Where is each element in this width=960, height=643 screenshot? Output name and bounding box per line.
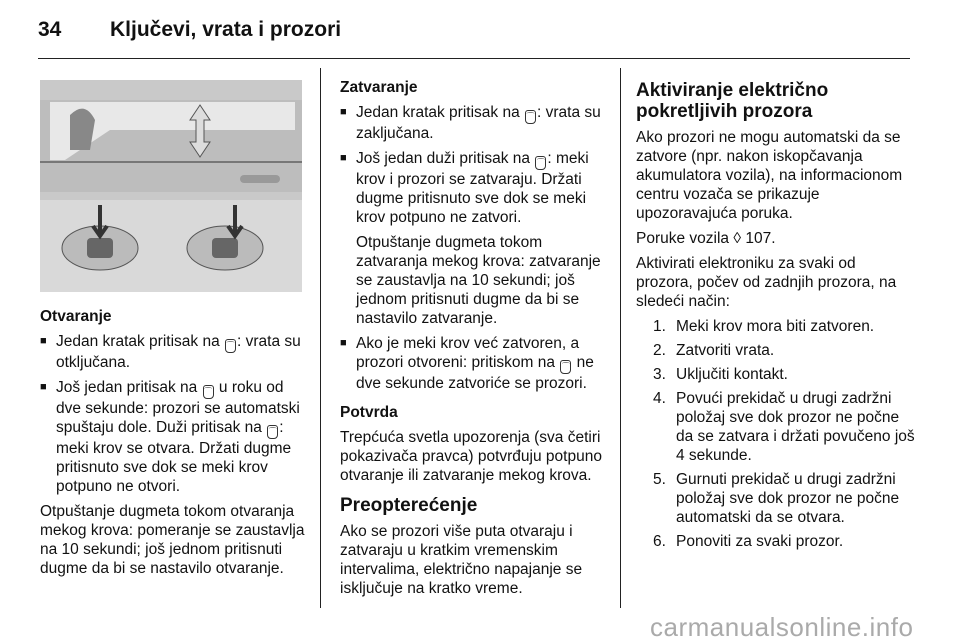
step-item: 1. Meki krov mora biti zatvoren. — [653, 318, 875, 335]
overload-heading: Preopterećenje — [340, 495, 478, 516]
overload-text: Ako se prozori više puta otvaraju i zatvaraju u kratkim vremenskim intervalima, električno napajanje se isključuje na kratko vreme. — [340, 523, 583, 597]
step-item: 6. Ponoviti za svaki prozor. — [653, 533, 844, 550]
confirm-text: Trepćuća svetla upozorenja (sva četiri pokazivača pravca) potvrđuju potpuno otvaranje ili zatvaranje mekog krova. — [340, 429, 602, 484]
door-handle — [240, 175, 280, 183]
step-item: 4. Povući prekidač u drugi zadržni položaj sve dok prozor ne počne da se zatvara i držati povučeno još 4 sekunde. — [653, 390, 915, 464]
page-number: 34 — [38, 18, 62, 41]
close-heading: Zatvaranje — [340, 79, 418, 96]
right-paragraph-1: Ako prozori ne mogu automatski da se zatvore (npr. nakon iskopčavanja akumulatora vozila), na informacionom centru vozača se prikazuje upozoravajuća poruka. — [636, 129, 903, 222]
unlock-key-icon: ⌒ — [203, 385, 214, 399]
confirm-heading: Potvrda — [340, 404, 398, 421]
open-bullet-2: ■ Još jedan pritisak na ⌒ u roku od dve sekunde: prozori se automatski spuštaju dole. Duži pritisak na ⌒ : meki krov se otvara. Držati dugme pritisnuto sve dok se meki krov potpuno ne otvori. — [40, 378, 308, 496]
watermark: carmanualsonline.info — [650, 612, 914, 642]
right-column — [636, 80, 916, 556]
step-item: 5. Gurnuti prekidač u drugi zadržni položaj sve dok prozor ne počne automatski da se otvara. — [653, 471, 900, 526]
close-bullet-2: ■ Još jedan duži pritisak na ⌒ : meki krov i prozori se zatvaraju. Držati dugme pritisnuto sve dok se meki krov potpuno ne zatvori. Otpuštanje dugmeta tokom zatvaranja mekog krova: zatvaranje se zaustavlja na 10 sekundi; još jednom pritisnuti dugme da bi se nastavilo zatvaranje. — [340, 149, 610, 328]
close-bullet-3: ■ Ako je meki krov već zatvoren, a prozori otvoreni: pritiskom na ⌒ ne dve sekunde zatvoriće se prozori. — [340, 334, 610, 393]
lock-key-icon: ⌒ — [535, 156, 546, 170]
column-divider-1 — [320, 68, 321, 608]
right-paragraph-3: Aktivirati elektroniku za svaki od prozora, počev od zadnjih prozora, na sledeći način: — [636, 255, 897, 310]
header-rule — [38, 58, 910, 59]
lock-key-icon: ⌒ — [525, 110, 536, 124]
close-bullets — [340, 103, 610, 393]
unlock-key-icon: ⌒ — [225, 339, 236, 353]
step-item: 2. Zatvoriti vrata. — [653, 342, 775, 359]
close-bullet-1: ■ Jedan kratak pritisak na ⌒ : vrata su zaključana. — [340, 103, 610, 143]
middle-column — [340, 78, 610, 604]
unlock-key-icon: ⌒ — [267, 425, 278, 439]
lock-key-icon: ⌒ — [560, 360, 571, 374]
steps-list — [636, 317, 916, 551]
column-divider-2 — [620, 68, 621, 608]
right-heading: Aktiviranje električno pokretljivih prozora — [636, 80, 829, 122]
right-paragraph-2: Poruke vozila ◊ 107. — [636, 230, 776, 247]
close-bullet-2-note: Otpuštanje dugmeta tokom zatvaranja mekog krova: zatvaranje se zaustavlja na 10 sekundi; još jednom pritisnuti dugme da bi se nastavilo zatvaranje. — [356, 234, 601, 327]
cross-reference-arrow-icon: ◊ — [733, 230, 742, 247]
illustration-car-window-remote — [40, 80, 302, 292]
step-item: 3. Uključiti kontakt. — [653, 366, 788, 383]
open-paragraph: Otpuštanje dugmeta tokom otvaranja mekog krova: pomeranje se zaustavlja na 10 sekundi; još jednom pritisnuti dugme da bi se nastavilo otvaranje. — [40, 503, 305, 577]
open-heading: Otvaranje — [40, 308, 112, 325]
left-column — [40, 307, 308, 584]
illustration-svg — [40, 80, 302, 292]
open-bullet-1: ■ Jedan kratak pritisak na ⌒ : vrata su otključana. — [40, 332, 308, 372]
page-title: Ključevi, vrata i prozori — [110, 18, 342, 41]
open-bullets — [40, 332, 308, 496]
